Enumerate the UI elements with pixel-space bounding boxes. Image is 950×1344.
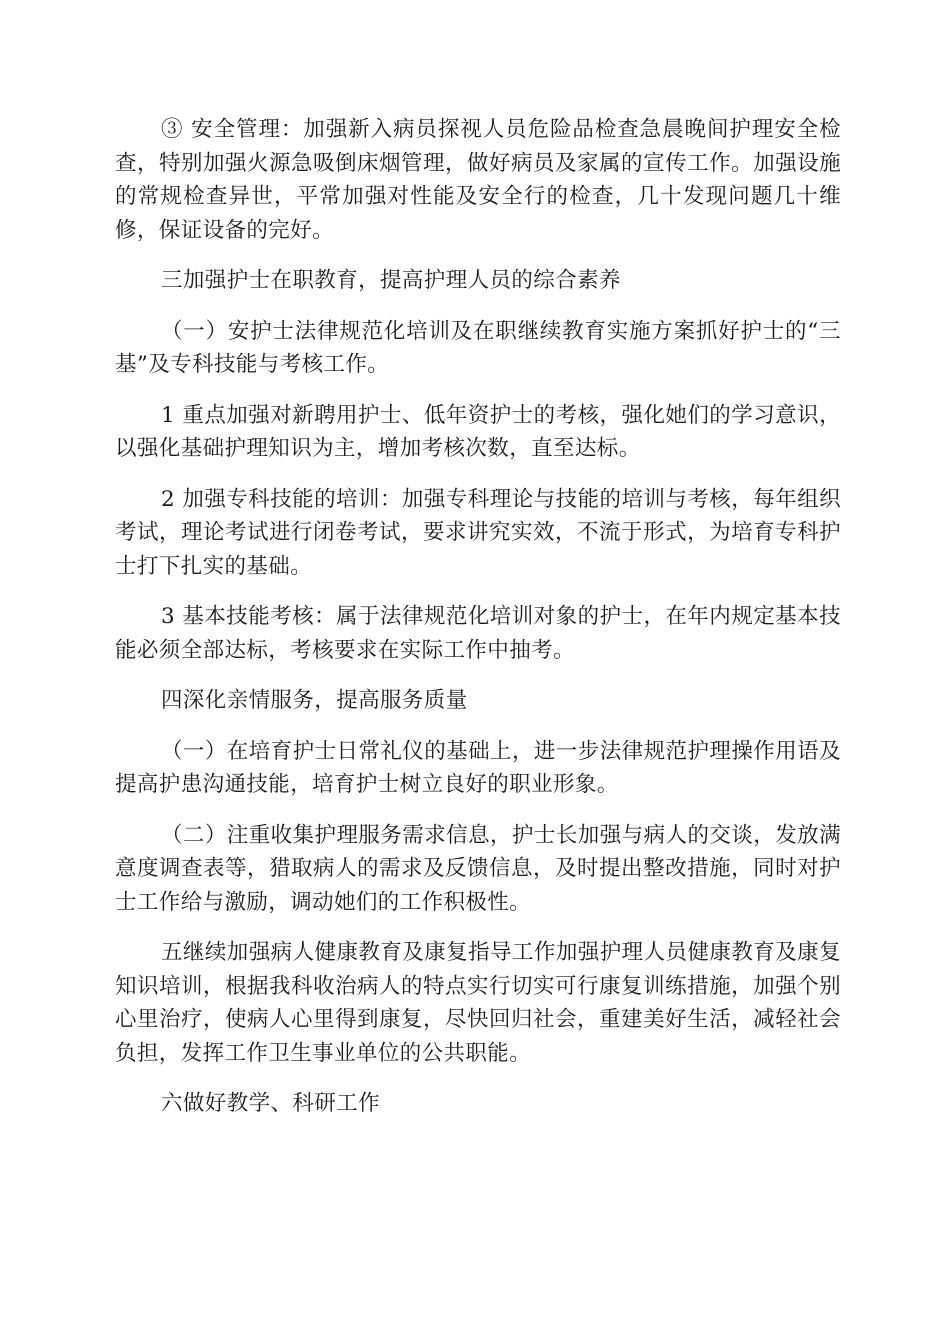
paragraph-4-2: （二）注重收集护理服务需求信息，护士长加强与病人的交谈，发放满意度调查表等，猎取病人的需求及反馈信息，及时提出整改措施，同时对护士工作给与激励，调动她们的工作积极性。 bbox=[115, 822, 841, 915]
paragraph-3-1-item-3: 3 基本技能考核：属于法律规范化培训对象的护士，在年内规定基本技能必须全部达标，考核要求在实际工作中抽考。 bbox=[115, 604, 841, 663]
section-heading-3: 三加强护士在职教育，提高护理人员的综合素养 bbox=[161, 268, 621, 293]
section-heading-4: 四深化亲情服务，提高服务质量 bbox=[161, 688, 468, 713]
paragraph-section-5: 五继续加强病人健康教育及康复指导工作加强护理人员健康教育及康复知识培训，根据我科收治病人的特点实行切实可行康复训练措施，加强个别心里治疗，使病人心里得到康复，尽快回归社会，重建美好生活，减轻社会负担，发挥工作卫生事业单位的公共职能。 bbox=[115, 940, 841, 1066]
section-heading-6: 六做好教学、科研工作 bbox=[161, 1091, 381, 1116]
paragraph-3-1-item-2: 2 加强专科技能的培训：加强专科理论与技能的培训与考核，每年组织考试，理论考试进行闭卷考试，要求讲究实效，不流于形式，为培育专科护士打下扎实的基础。 bbox=[115, 486, 841, 579]
paragraph-3-1-item-1: 1 重点加强对新聘用护士、低年资护士的考核，强化她们的学习意识，以强化基础护理知识为主，增加考核次数，直至达标。 bbox=[115, 402, 841, 461]
document-body bbox=[115, 113, 841, 1138]
paragraph-safety-management: ③ 安全管理：加强新入病员探视人员危险品检查急晨晚间护理安全检查，特别加强火源急吸倒床烟管理，做好病员及家属的宣传工作。加强设施的常规检查异世，平常加强对性能及安全行的检查，几十发现问题几十维修，保证设备的完好。 bbox=[115, 117, 841, 243]
paragraph-4-1: （一）在培育护士日常礼仪的基础上，进一步法律规范护理操作用语及提高护患沟通技能，培育护士树立良好的职业形象。 bbox=[115, 738, 841, 797]
paragraph-3-1: （一）安护士法律规范化培训及在职继续教育实施方案抓好护士的“三基”及专科技能与考核工作。 bbox=[115, 318, 841, 377]
